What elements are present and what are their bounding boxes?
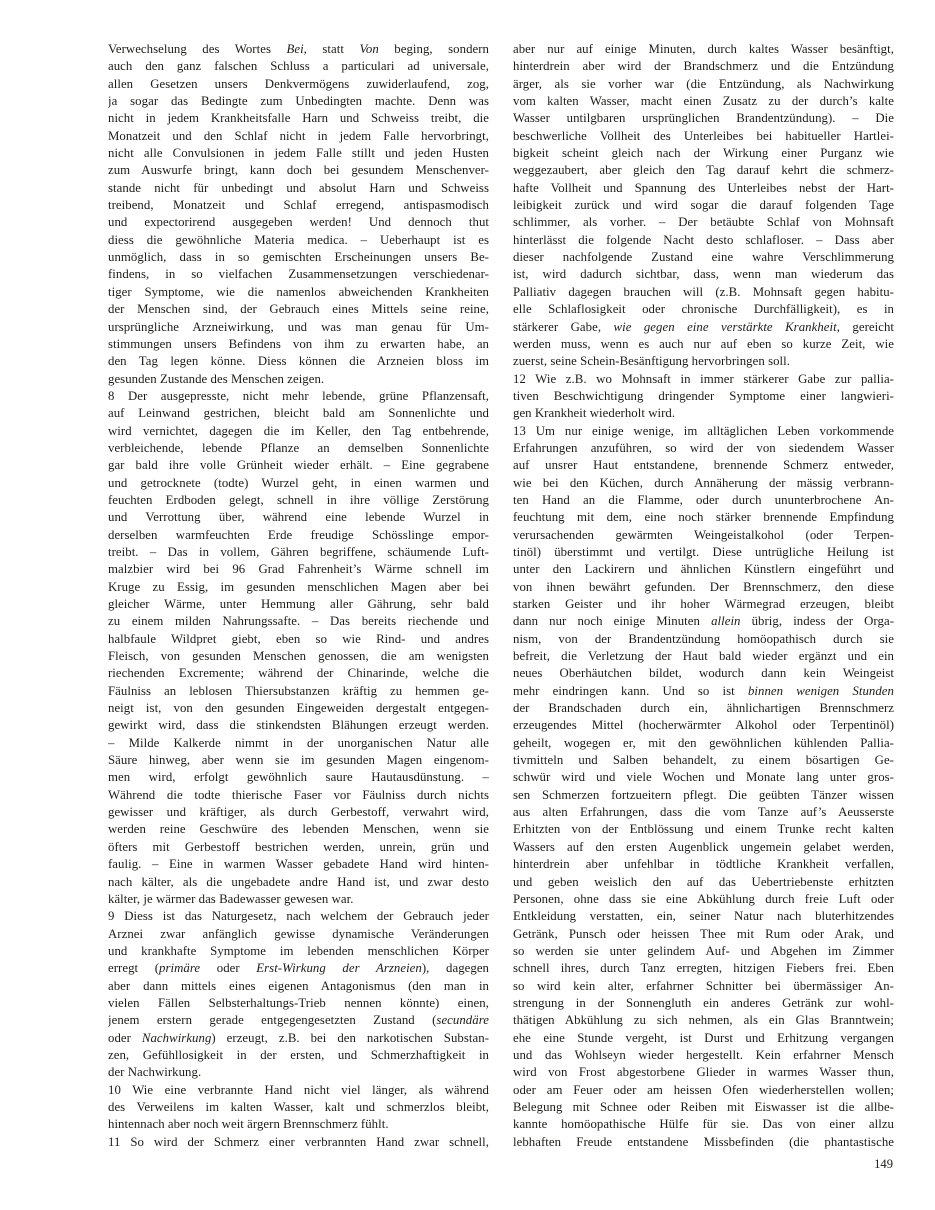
text-line: 11 So wird der Schmerz einer verbrannten Hand zwar schnell,	[108, 1134, 489, 1149]
text-line: faulig. – Eine in warmen Wasser gebadete Hand wird hinten-	[108, 857, 489, 872]
text-line: feuchten Erdboden gelegt, schnell in ihre völlige Zerstörung	[108, 492, 489, 507]
text-line: jenem erstern gerade entgegengesetzten Zustand (secundäre	[108, 1013, 489, 1028]
text-line: feuchtung mit dem, eine noch stärker brennende Empfindung	[513, 510, 894, 525]
text-line: unmöglich, dass in so gemischten Erscheinungen unsers Be-	[108, 250, 489, 265]
text-line: allen Gesetzen unsers Denkvermögens zuwiderlaufend, zog,	[108, 76, 489, 91]
paragraph	[513, 371, 894, 423]
text-line: nicht alle Convulsionen in jedem Falle stillt und jeden Husten	[108, 146, 489, 161]
text-line: findens, in so vielfachen Zusammensetzungen verschiedenar-	[108, 267, 489, 282]
text-line: 9 Diess ist das Naturgesetz, nach welchem der Gebrauch jeder	[108, 909, 489, 924]
text-line: Fäulniss an leblosen Thiersubstanzen kräftig zu hemmen ge-	[108, 683, 489, 698]
text-line: stande nicht für unbedingt und absolut Harn und Schweiss	[108, 180, 489, 195]
text-line: malzbier wird bei 96 Grad Fahrenheit’s Wärme schnell im	[108, 562, 489, 577]
text-line: lebhaften Freude entstandene Missbefinden (die phantastische	[513, 1134, 894, 1149]
text-line: derselben warmfeuchten Erde freudige Schösslinge empor-	[108, 527, 489, 542]
text-line: so werden sie unter gelindem Auf- und Abgehen im Zimmer	[513, 943, 894, 958]
text-line: Kruge zu Essig, im gesunden menschlichen Magen aber bei	[108, 579, 489, 594]
text-line: und krankhafte Symptome im lebenden menschlichen Körper	[108, 943, 489, 958]
text-line: kannte homöopathische Hülfe für sie. Das von einer allzu	[513, 1117, 894, 1132]
text-line: nism, von der Brandentzündung homöopathisch durch sie	[513, 631, 894, 646]
text-line: verursachenden gewärmten Weingeistalkohol (oder Terpen-	[513, 527, 894, 542]
text-line: beschwerliche Vollheit des Unterleibes bei habitueller Hartlei-	[513, 128, 894, 143]
text-line: unter den Lackirern und ähnlichen Künstlern eingeführt und	[513, 562, 894, 577]
text-line: tivmitteln und Salben behandelt, zu einem bösartigen Ge-	[513, 753, 894, 768]
text-line: Wasser untilgbaren ursprünglichen Brandentzündung). – Die	[513, 111, 894, 126]
text-line: weggezaubert, aber gleich den Tag darauf kehrt die schmerz-	[513, 163, 894, 178]
text-line: – Milde Kalkerde nimmt in der unorganischen Natur alle	[108, 735, 489, 750]
text-line: dieser nachfolgende Zustand eine wahre Verschlimmerung	[513, 250, 894, 265]
text-line: oder am Feuer oder am heissen Ofen wiederherstellen wollen;	[513, 1082, 894, 1097]
text-line: Entkleidung verstatten, ein, seiner Natur nach bluterhitzendes	[513, 909, 894, 924]
text-line: aus alten Erfahrungen, dass die vom Tanze auf’s Aeusserste	[513, 805, 894, 820]
text-line: erregt (primäre oder Erst-Wirkung der Arzneien), dagegen	[108, 961, 489, 976]
text-line: tiger Symptome, wie die namenlos abweichenden Krankheiten	[108, 284, 489, 299]
text-line: erzeugendes Mittel (hocherwärmter Alkohol oder Terpentinöl)	[513, 718, 894, 733]
text-line: leibigkeit zurück und wird sogar die darauf folgenden Tage	[513, 198, 894, 213]
text-line: neigt ist, von den gesunden Eingeweiden dergestalt entgegen-	[108, 701, 489, 716]
text-line: kälter, je wärmer das Badewasser gewesen war.	[108, 891, 354, 906]
text-line: gewirkt wird, dass die stinkendsten Blähungen erzeugt werden.	[108, 718, 489, 733]
text-line: gewisser und kräftiger, als durch Gerbestoff, verwahrt wird,	[108, 805, 489, 820]
text-line: Erhitzten von der Entblössung und einem Trunke recht kalten	[513, 822, 894, 837]
text-line: ja sogar das Bedingte zum Unbedingten machte. Denn was	[108, 94, 489, 109]
text-line: zen, Gefühllosigkeit in der ersten, und Schmerzhaftigkeit in	[108, 1047, 489, 1062]
text-line: schwür wird und viele Wochen und Monate lang unter gros-	[513, 770, 894, 785]
text-line: stärkerer Gabe, wie gegen eine verstärkte Krankheit, gereicht	[513, 319, 894, 334]
text-line: vom kalten Wasser, macht einen Zusatz zu der durch’s kalte	[513, 94, 894, 109]
text-line: der Brandschaden durch ein, ähnlichartigen Brennschmerz	[513, 701, 894, 716]
text-line: nicht in jedem Krankheitsfalle Harn und Schweiss treibt, die	[108, 111, 489, 126]
text-line: wird vernichtet, dagegen die im Keller, den Tag entbehrende,	[108, 423, 489, 438]
text-line: Getränk, Punsch oder heissen Thee mit Rum oder Arak, und	[513, 926, 894, 941]
text-line: wird von Frost abgestorbene Glieder in warmes Wasser thun,	[513, 1065, 894, 1080]
text-line: aber dann mittels eines eigenen Antagonismus (den man in	[108, 978, 489, 993]
paragraph	[108, 1082, 489, 1134]
paragraph	[513, 423, 894, 1151]
text-line: geheilt, wogegen er, mit den gewöhnlichen kühlenden Pallia-	[513, 735, 894, 750]
page-number: 149	[874, 1157, 893, 1171]
text-line: Arznei zwar anfänglich gewisse dynamische Veränderungen	[108, 926, 489, 941]
text-line: auch den ganz falschen Schluss a particulari ad universale,	[108, 59, 489, 74]
paragraph	[108, 1134, 489, 1151]
text-line: mehr eindringen kann. Und so ist binnen wenigen Stunden	[513, 683, 894, 698]
text-line: ehe eine Stunde vergeht, ist Durst und Erhitzung vergangen	[513, 1030, 894, 1045]
text-line: ärger, als sie vorher war (die Entzündung, als Nachwirkung	[513, 76, 894, 91]
text-line: tiven Beschwichtigung dringender Symptome einer langwieri-	[513, 388, 894, 403]
text-line: ist, wird dadurch sichtbar, dass, wenn man wiederum das	[513, 267, 894, 282]
text-line: 10 Wie eine verbrannte Hand nicht viel länger, als während	[108, 1082, 489, 1097]
text-line: thätigen Abkühlung zu sich nehmen, als ein Glas Branntwein;	[513, 1013, 894, 1028]
text-line: sen Schmerzen fortzueitern pflegt. Die geübten Tänzer wissen	[513, 787, 894, 802]
paragraph	[108, 908, 489, 1081]
text-line: neues Oberhäutchen bildet, wodurch dann kein Weingeist	[513, 666, 894, 681]
text-column-left	[108, 41, 489, 1151]
page-text-area	[108, 41, 894, 1151]
text-line: starken Geister und ihr hoher Wärmegrad erzeugen, bleibt	[513, 597, 894, 611]
text-line: wie bei den Küchen, durch Annäherung der mässig verbrann-	[513, 475, 894, 490]
text-line: men wird, erfolgt gewöhnlich saure Hautausdünstung. –	[108, 770, 489, 785]
text-line: Belegung mit Schnee oder Reiben mit Eiswasser ist die allbe-	[513, 1099, 894, 1114]
text-line: elle Schlaflosigkeit oder chronische Durchfälligkeit), es in	[513, 302, 894, 317]
paragraph	[513, 41, 894, 371]
text-line: Personen, ohne dass sie eine Abkühlung durch freie Luft oder	[513, 891, 894, 906]
text-line: auf unsrer Haut entstandene, brennende Schmerz entweder,	[513, 458, 894, 473]
text-column-right	[513, 41, 894, 1151]
text-line: öfters mit Gerbestoff bestrichen werden, unrein, grün und	[108, 839, 489, 854]
text-line: 8 Der ausgepresste, nicht mehr lebende, grüne Pflanzensaft,	[108, 388, 489, 403]
text-line: dann nur noch einige Minuten allein übrig, indess der Orga-	[513, 614, 894, 629]
text-line: zum Auswurfe bringt, kann doch bei gesundem Menschenver-	[108, 163, 489, 178]
text-line: gesunden Zustande des Menschen zeigen.	[108, 371, 325, 386]
text-line: 13 Um nur einige wenige, im alltäglichen Leben vorkommende	[513, 423, 894, 438]
text-line: ten Hand an die Flamme, oder durch ununterbrochene An-	[513, 492, 894, 507]
text-line: diess die gewöhnliche Materia medica. – Ueberhaupt ist es	[108, 232, 489, 247]
text-line: strengung in der Sonnengluth ein anderes Getränk zur wohl-	[513, 995, 894, 1010]
text-line: und getrocknete (todte) Wurzel geht, in einen warmen und	[108, 475, 489, 490]
text-line: zuerst, seine Schein-Besänftigung hervorbringen soll.	[513, 354, 791, 369]
text-line: Erfahrungen anzuführen, so wird der von siedendem Wasser	[513, 440, 894, 455]
text-line: halbfaule Wildpret giebt, eben so wie Rind- und andres	[108, 631, 489, 646]
text-line: hinterdrein aber unfehlbar in tödtliche Krankheit verfallen,	[513, 857, 894, 872]
text-line: ursprüngliche Arzneiwirkung, und was man genau für Um-	[108, 319, 489, 334]
text-line: den Tag legen könne. Diess können die Arzneien bloss im	[108, 354, 489, 369]
text-line: verbleichende, lebende Pflanze an demselben Sonnenlichte	[108, 440, 489, 455]
text-line: aber nur auf einige Minuten, durch kaltes Wasser besänftigt,	[513, 42, 894, 56]
text-line: riechenden Excremente; während der Chinarinde, welche die	[108, 666, 489, 681]
text-line: so wird kein alter, erfahrner Schnitter bei übermässiger An-	[513, 978, 894, 993]
text-line: stimmungen unsers Befindens von ihm zu erwarten habe, an	[108, 336, 489, 351]
text-line: tinöl) überstimmt und vertilgt. Diese untrügliche Heilung ist	[513, 544, 894, 559]
text-line: hafte Vollheit und Spannung des Unterleibes nebst der Hart-	[513, 180, 894, 195]
text-line: Palliativ dagegen brauchen will (z.B. Mohnsaft gegen habitu-	[513, 284, 894, 299]
text-line: Wassers auf den ersten Augenblick ungemein gelabet werden,	[513, 839, 894, 854]
text-line: werden muss, wenn es auch nur auf eben so kurze Zeit, wie	[513, 336, 894, 351]
text-line: schnell ihres, durch Tanz erregten, hitzigen Fiebers frei. Eben	[513, 961, 894, 976]
text-line: oder Nachwirkung) erzeugt, z.B. bei den narkotischen Substan-	[108, 1030, 489, 1045]
text-line: und expectorirend ausgegeben werden! Und dennoch thut	[108, 215, 489, 230]
text-line: und geben weislich den auf das Uebertriebenste erhitzten	[513, 874, 894, 889]
text-line: auf Leinwand gestrichen, bleicht bald am Sonnenlichte und	[108, 406, 489, 421]
text-line: von ihnen bewährt gefunden. Der Brennschmerz, den diese	[513, 579, 894, 594]
text-line: schlimmer, als vorher. – Der betäubte Schlaf von Mohnsaft	[513, 215, 894, 230]
text-line: des Verweilens im kalten Wasser, kalt und schmerzlos bleibt,	[108, 1099, 489, 1114]
text-line: und das Wohlseyn wieder hergestellt. Kein erfahrner Mensch	[513, 1047, 894, 1062]
text-line: hinterdrein aber wird der Brandschmerz und die Entzündung	[513, 59, 894, 74]
text-line: 12 Wie z.B. wo Mohnsaft in immer stärkerer Gabe zur pallia-	[513, 371, 894, 386]
paragraph	[108, 388, 489, 908]
text-line: hinterlässt die folgende Nacht desto schlafloser. – Dass aber	[513, 232, 894, 247]
text-line: treibt. – Das in vollem, Gähren begriffene, schäumende Luft-	[108, 544, 489, 559]
text-line: Monatzeit und den Schlaf nicht in jedem Falle hervorbringt,	[108, 128, 489, 143]
text-line: bigkeit scheint gleich nach der Wirkung einer Purganz wie	[513, 146, 894, 161]
text-line: der Menschen sind, der Gebrauch eines Mittels seine reine,	[108, 302, 489, 317]
paragraph	[108, 41, 489, 388]
text-line: gen Krankheit wiederholt wird.	[513, 406, 676, 421]
text-line: der Nachwirkung.	[108, 1065, 202, 1080]
text-line: und Verrottung über, während eine lebende Wurzel in	[108, 510, 489, 525]
text-line: treibend, Monatzeit und Schlaf erregend, antispasmodisch	[108, 198, 489, 213]
text-line: werden reine Geschwüre des lebenden Menschen, wenn sie	[108, 822, 489, 837]
text-line: Verwechselung des Wortes Bei, statt Von beging, sondern	[108, 42, 489, 56]
text-line: nach kälter, als die ungebadete andre Hand ist, und zwar desto	[108, 874, 489, 889]
text-line: zu einem milden Nahrungssafte. – Das bereits riechende und	[108, 614, 489, 629]
text-line: hintennach aber noch weit ärgern Brennschmerz fühlt.	[108, 1117, 389, 1132]
text-line: gar bald ihre volle Grünheit wieder erhält. – Eine gegrabene	[108, 458, 489, 473]
text-line: Während die todte thierische Faser vor Fäulniss durch nichts	[108, 787, 489, 802]
text-line: Fleisch, von gesunden Menschen genossen, die am wenigsten	[108, 649, 489, 664]
text-line: befreit, die Verletzung der Haut bald wieder ergänzt und ein	[513, 649, 894, 664]
text-line: vielen Fällen Selbsterhaltungs-Trieb nennen könnte) einen,	[108, 995, 489, 1010]
text-line: Säure hinweg, aber wenn sie im gesunden Magen eingenom-	[108, 753, 489, 768]
text-line: gleicher Wärme, unter Hemmung aller Gährung, sehr bald	[108, 597, 489, 611]
